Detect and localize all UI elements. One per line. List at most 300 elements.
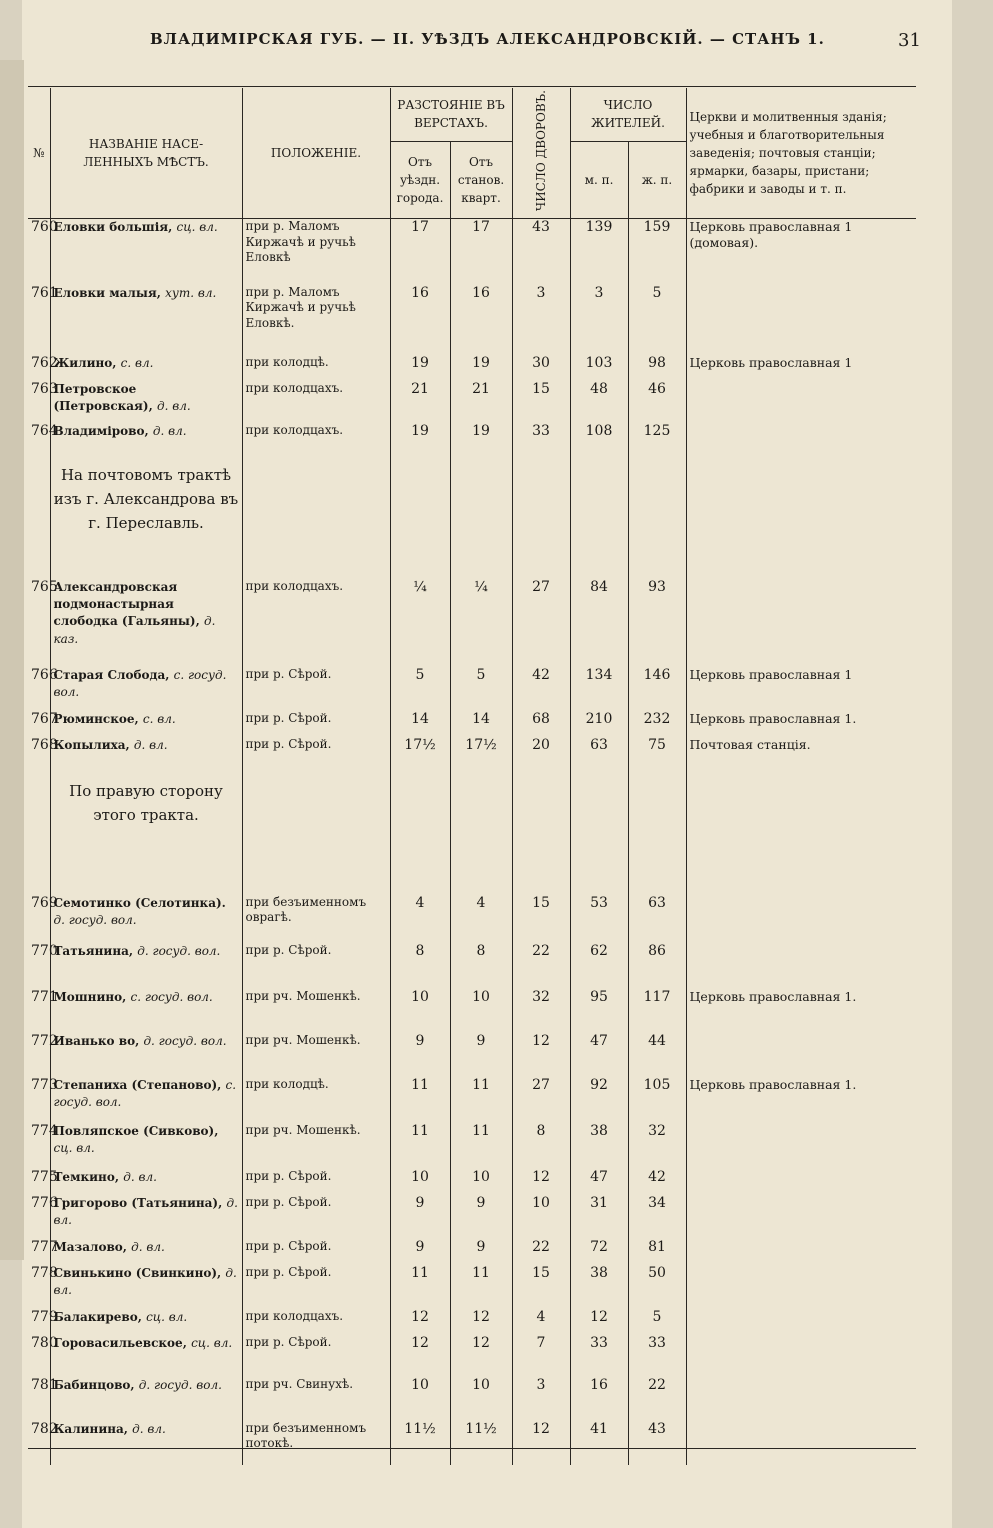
male-count: 16 bbox=[570, 1377, 628, 1421]
place-name-cell bbox=[50, 1335, 242, 1377]
place-name: Свинькино (Свинкино), bbox=[53, 1265, 222, 1280]
place-class: сц. вл. bbox=[53, 1140, 95, 1155]
place-class: д. вл. bbox=[53, 1265, 237, 1297]
institutions-note bbox=[686, 943, 916, 989]
place-name: Копылиха, bbox=[53, 737, 130, 752]
section-heading-row bbox=[28, 775, 916, 895]
col-population: ЧИСЛО ЖИТЕЛЕЙ. bbox=[570, 88, 686, 141]
institutions-note bbox=[686, 1309, 916, 1335]
running-header: ВЛАДИМІРСКАЯ ГУБ. — II. УѢЗДЪ АЛЕКСАНДРОВСКІЙ. — СТАНЪ 1. bbox=[150, 30, 825, 48]
male-count: 63 bbox=[570, 737, 628, 775]
row-number-empty bbox=[28, 459, 50, 579]
row-number: 760 bbox=[31, 219, 58, 236]
yards-count: 27 bbox=[512, 1077, 570, 1123]
yards-count: 12 bbox=[512, 1033, 570, 1077]
distance-camp: 14 bbox=[450, 711, 512, 737]
distance-town: 11 bbox=[390, 1123, 450, 1169]
place-name: Повляпское (Сивково), bbox=[53, 1123, 219, 1138]
col-female: ж. п. bbox=[628, 141, 686, 218]
distance-camp: 10 bbox=[450, 1169, 512, 1195]
place-class: с. вл. bbox=[142, 711, 176, 726]
row-number: 774 bbox=[31, 1122, 58, 1139]
institutions-note: Церковь православная 1. bbox=[686, 711, 916, 737]
facing-page-edge bbox=[0, 60, 24, 1260]
col-name: НАЗВАНІЕ НАСЕ- ЛЕННЫХЪ МѢСТЪ. bbox=[50, 88, 242, 219]
distance-camp: 11 bbox=[450, 1123, 512, 1169]
institutions-note bbox=[686, 381, 916, 423]
distance-camp: 16 bbox=[450, 285, 512, 355]
section-heading: На почтовомъ трактѣ изъ г. Александрова въ г. Переславль. bbox=[50, 459, 242, 579]
row-number: 769 bbox=[31, 894, 58, 911]
female-count: 63 bbox=[628, 895, 686, 943]
place-class: с. вл. bbox=[120, 355, 154, 370]
yards-count: 30 bbox=[512, 355, 570, 381]
place-class: д. госуд. вол. bbox=[138, 1377, 222, 1392]
distance-camp: 19 bbox=[450, 355, 512, 381]
institutions-note: Церковь православная 1. bbox=[686, 1077, 916, 1123]
table-row bbox=[28, 1077, 916, 1123]
institutions-note bbox=[686, 1169, 916, 1195]
place-class: сц. вл. bbox=[191, 1335, 233, 1350]
section-heading-row bbox=[28, 459, 916, 579]
male-count: 62 bbox=[570, 943, 628, 989]
table-row bbox=[28, 381, 916, 423]
distance-camp: 9 bbox=[450, 1195, 512, 1239]
distance-camp: 9 bbox=[450, 1239, 512, 1265]
place-class: сц. вл. bbox=[176, 220, 218, 235]
row-number: 768 bbox=[31, 736, 58, 753]
place-name: Мазалово, bbox=[53, 1239, 127, 1254]
place-position: при р. Сѣрой. bbox=[242, 667, 390, 711]
yards-count: 12 bbox=[512, 1169, 570, 1195]
distance-camp: 12 bbox=[450, 1335, 512, 1377]
col-dist-camp: Отъ станов. кварт. bbox=[450, 141, 512, 218]
row-number-empty bbox=[28, 775, 50, 895]
table-row bbox=[28, 423, 916, 459]
yards-count: 3 bbox=[512, 1377, 570, 1421]
place-position: при р. Сѣрой. bbox=[242, 1335, 390, 1377]
row-number: 766 bbox=[31, 666, 58, 683]
female-count: 125 bbox=[628, 423, 686, 459]
female-count: 44 bbox=[628, 1033, 686, 1077]
place-name-cell bbox=[50, 423, 242, 459]
col-yards-label: ЧИСЛО ДВОРОВЪ. bbox=[534, 90, 548, 212]
col-yards bbox=[512, 88, 570, 219]
male-count: 48 bbox=[570, 381, 628, 423]
place-name: Жилино, bbox=[53, 355, 117, 370]
male-count: 210 bbox=[570, 711, 628, 737]
place-position: при р. Сѣрой. bbox=[242, 943, 390, 989]
distance-camp: 17 bbox=[450, 219, 512, 285]
place-class: д. вл. bbox=[152, 423, 187, 438]
empty-cell-position bbox=[242, 459, 390, 579]
place-position: при колодцахъ. bbox=[242, 423, 390, 459]
male-count: 38 bbox=[570, 1265, 628, 1309]
place-position: при колодцахъ. bbox=[242, 381, 390, 423]
distance-town: 17 bbox=[390, 219, 450, 285]
place-name-cell bbox=[50, 737, 242, 775]
empty-cell-dist-camp bbox=[450, 459, 512, 579]
place-position: при р. Сѣрой. bbox=[242, 1195, 390, 1239]
table-row bbox=[28, 895, 916, 943]
section-heading: По правую сторону этого тракта. bbox=[50, 775, 242, 895]
col-male: м. п. bbox=[570, 141, 628, 218]
institutions-note: Церковь православная 1. bbox=[686, 989, 916, 1033]
table-row bbox=[28, 1265, 916, 1309]
table-bottom-rule bbox=[28, 1448, 916, 1449]
place-class: сц. вл. bbox=[146, 1309, 188, 1324]
place-name-cell bbox=[50, 381, 242, 423]
distance-town: 11 bbox=[390, 1077, 450, 1123]
yards-count: 20 bbox=[512, 737, 570, 775]
distance-camp: 21 bbox=[450, 381, 512, 423]
male-count: 12 bbox=[570, 1309, 628, 1335]
institutions-note bbox=[686, 1239, 916, 1265]
row-number: 773 bbox=[31, 1076, 58, 1093]
place-name: Григорово (Татьянина), bbox=[53, 1195, 223, 1210]
settlements-table bbox=[28, 88, 916, 1465]
distance-camp: 10 bbox=[450, 989, 512, 1033]
place-position: при рч. Мошенкѣ. bbox=[242, 1123, 390, 1169]
empty-cell-female bbox=[628, 459, 686, 579]
row-number: 777 bbox=[31, 1238, 58, 1255]
place-name: Еловки большія, bbox=[53, 220, 173, 235]
yards-count: 8 bbox=[512, 1123, 570, 1169]
male-count: 72 bbox=[570, 1239, 628, 1265]
row-number: 765 bbox=[31, 578, 58, 595]
yards-count: 27 bbox=[512, 579, 570, 667]
female-count: 159 bbox=[628, 219, 686, 285]
table-row bbox=[28, 1421, 916, 1465]
yards-count: 7 bbox=[512, 1335, 570, 1377]
place-position: при рч. Свинухѣ. bbox=[242, 1377, 390, 1421]
distance-town: 17½ bbox=[390, 737, 450, 775]
place-name-cell bbox=[50, 943, 242, 989]
female-count: 75 bbox=[628, 737, 686, 775]
place-position: при р. Сѣрой. bbox=[242, 737, 390, 775]
distance-town: 9 bbox=[390, 1239, 450, 1265]
place-name: Владимірово, bbox=[53, 423, 149, 438]
institutions-note: Почтовая станція. bbox=[686, 737, 916, 775]
col-number: № bbox=[28, 88, 50, 219]
female-count: 86 bbox=[628, 943, 686, 989]
table-row bbox=[28, 943, 916, 989]
table-row bbox=[28, 579, 916, 667]
place-name-cell bbox=[50, 1377, 242, 1421]
distance-town: 10 bbox=[390, 1377, 450, 1421]
place-class: д. госуд. вол. bbox=[143, 1033, 227, 1048]
institutions-note bbox=[686, 1123, 916, 1169]
female-count: 32 bbox=[628, 1123, 686, 1169]
yards-count: 22 bbox=[512, 1239, 570, 1265]
distance-town: 19 bbox=[390, 423, 450, 459]
place-class: д. вл. bbox=[156, 398, 191, 413]
distance-camp: 11 bbox=[450, 1265, 512, 1309]
table-body bbox=[28, 219, 916, 1465]
distance-camp: 5 bbox=[450, 667, 512, 711]
row-number: 775 bbox=[31, 1168, 58, 1185]
place-position: при колодцѣ. bbox=[242, 355, 390, 381]
institutions-note: Церковь православная 1 bbox=[686, 355, 916, 381]
male-count: 92 bbox=[570, 1077, 628, 1123]
row-number: 764 bbox=[31, 422, 58, 439]
empty-cell-notes bbox=[686, 775, 916, 895]
place-name-cell bbox=[50, 1421, 242, 1465]
male-count: 3 bbox=[570, 285, 628, 355]
distance-camp: 4 bbox=[450, 895, 512, 943]
male-count: 108 bbox=[570, 423, 628, 459]
distance-camp: 9 bbox=[450, 1033, 512, 1077]
distance-camp: 11½ bbox=[450, 1421, 512, 1465]
place-position: при р. Сѣрой. bbox=[242, 1169, 390, 1195]
female-count: 5 bbox=[628, 285, 686, 355]
empty-cell-dist-town bbox=[390, 775, 450, 895]
col-dist-town: Отъ уѣздн. города. bbox=[390, 141, 450, 218]
table-row bbox=[28, 219, 916, 285]
female-count: 33 bbox=[628, 1335, 686, 1377]
place-name-cell bbox=[50, 1239, 242, 1265]
yards-count: 22 bbox=[512, 943, 570, 989]
female-count: 93 bbox=[628, 579, 686, 667]
place-name: Старая Слобода, bbox=[53, 667, 170, 682]
table-row bbox=[28, 711, 916, 737]
empty-cell-dist-town bbox=[390, 459, 450, 579]
table-row bbox=[28, 1377, 916, 1421]
row-number: 776 bbox=[31, 1194, 58, 1211]
empty-cell-dist-camp bbox=[450, 775, 512, 895]
col-notes: Церкви и молитвенныя зданія; учебныя и благотворительныя заведенія; почтовыя станціи; ярмарки, базары, пристани; фабрики и заводы и т. п. bbox=[686, 88, 916, 219]
female-count: 46 bbox=[628, 381, 686, 423]
place-name: Татьянина, bbox=[53, 943, 134, 958]
distance-town: ¼ bbox=[390, 579, 450, 667]
male-count: 84 bbox=[570, 579, 628, 667]
distance-town: 21 bbox=[390, 381, 450, 423]
yards-count: 15 bbox=[512, 1265, 570, 1309]
row-number: 778 bbox=[31, 1264, 58, 1281]
place-name-cell bbox=[50, 989, 242, 1033]
place-name: Бабинцово, bbox=[53, 1377, 135, 1392]
place-position: при рч. Мошенкѣ. bbox=[242, 1033, 390, 1077]
table-row bbox=[28, 355, 916, 381]
place-position: при колодцѣ. bbox=[242, 1077, 390, 1123]
institutions-note bbox=[686, 579, 916, 667]
place-name: Петровское (Петровская), bbox=[53, 381, 153, 413]
institutions-note bbox=[686, 423, 916, 459]
yards-count: 3 bbox=[512, 285, 570, 355]
place-class: д. вл. bbox=[131, 1239, 165, 1254]
female-count: 98 bbox=[628, 355, 686, 381]
distance-town: 10 bbox=[390, 1169, 450, 1195]
place-name-cell bbox=[50, 1309, 242, 1335]
male-count: 53 bbox=[570, 895, 628, 943]
place-class: хут. вл. bbox=[165, 285, 217, 300]
place-class: д. вл. bbox=[53, 1195, 238, 1227]
place-name: Темкино, bbox=[53, 1169, 120, 1184]
distance-town: 9 bbox=[390, 1195, 450, 1239]
table-row bbox=[28, 1169, 916, 1195]
table-row bbox=[28, 1335, 916, 1377]
institutions-note bbox=[686, 1421, 916, 1465]
table-row bbox=[28, 989, 916, 1033]
male-count: 38 bbox=[570, 1123, 628, 1169]
empty-cell-yards bbox=[512, 459, 570, 579]
institutions-note bbox=[686, 1335, 916, 1377]
place-name-cell bbox=[50, 1195, 242, 1239]
male-count: 139 bbox=[570, 219, 628, 285]
col-distance: РАЗСТОЯНІЕ ВЪ ВЕРСТАХЪ. bbox=[390, 88, 512, 141]
col-position: ПОЛОЖЕНІЕ. bbox=[242, 88, 390, 219]
row-number: 761 bbox=[31, 284, 58, 301]
institutions-note bbox=[686, 895, 916, 943]
distance-town: 10 bbox=[390, 989, 450, 1033]
female-count: 117 bbox=[628, 989, 686, 1033]
place-name-cell bbox=[50, 579, 242, 667]
distance-town: 12 bbox=[390, 1335, 450, 1377]
distance-camp: 8 bbox=[450, 943, 512, 989]
yards-count: 15 bbox=[512, 381, 570, 423]
place-position: при р. Сѣрой. bbox=[242, 1239, 390, 1265]
place-name: Еловки малыя, bbox=[53, 285, 161, 300]
row-number: 770 bbox=[31, 942, 58, 959]
distance-town: 4 bbox=[390, 895, 450, 943]
institutions-note: Церковь православная 1 (домовая). bbox=[686, 219, 916, 285]
female-count: 42 bbox=[628, 1169, 686, 1195]
place-position: при рч. Мошенкѣ. bbox=[242, 989, 390, 1033]
distance-camp: 10 bbox=[450, 1377, 512, 1421]
yards-count: 32 bbox=[512, 989, 570, 1033]
female-count: 146 bbox=[628, 667, 686, 711]
row-number: 771 bbox=[31, 988, 58, 1005]
yards-count: 12 bbox=[512, 1421, 570, 1465]
place-name-cell bbox=[50, 1265, 242, 1309]
row-number: 780 bbox=[31, 1334, 58, 1351]
place-name: Калинина, bbox=[53, 1421, 128, 1436]
male-count: 33 bbox=[570, 1335, 628, 1377]
place-class: с. госуд. вол. bbox=[53, 667, 227, 699]
place-class: д. вл. bbox=[133, 737, 168, 752]
male-count: 95 bbox=[570, 989, 628, 1033]
place-position: при безъименномъ потокѣ. bbox=[242, 1421, 390, 1465]
place-position: при колодцахъ. bbox=[242, 1309, 390, 1335]
place-class: д. госуд. вол. bbox=[53, 912, 137, 927]
row-number: 762 bbox=[31, 354, 58, 371]
male-count: 47 bbox=[570, 1169, 628, 1195]
empty-cell-male bbox=[570, 775, 628, 895]
institutions-note bbox=[686, 1377, 916, 1421]
institutions-note bbox=[686, 1195, 916, 1239]
place-position: при колодцахъ. bbox=[242, 579, 390, 667]
place-name: Горовасильевское, bbox=[53, 1335, 187, 1350]
empty-cell-notes bbox=[686, 459, 916, 579]
place-position: при р. Сѣрой. bbox=[242, 711, 390, 737]
place-name-cell bbox=[50, 219, 242, 285]
female-count: 5 bbox=[628, 1309, 686, 1335]
place-name-cell bbox=[50, 667, 242, 711]
place-name-cell bbox=[50, 1077, 242, 1123]
place-name: Иванько во, bbox=[53, 1033, 140, 1048]
row-number: 781 bbox=[31, 1376, 58, 1393]
row-number: 779 bbox=[31, 1308, 58, 1325]
male-count: 103 bbox=[570, 355, 628, 381]
distance-camp: 12 bbox=[450, 1309, 512, 1335]
yards-count: 33 bbox=[512, 423, 570, 459]
place-name: Степаниха (Степаново), bbox=[53, 1077, 222, 1092]
table-top-rule bbox=[28, 86, 916, 87]
yards-count: 15 bbox=[512, 895, 570, 943]
place-name-cell bbox=[50, 355, 242, 381]
distance-camp: 19 bbox=[450, 423, 512, 459]
table-row bbox=[28, 1123, 916, 1169]
distance-town: 11 bbox=[390, 1265, 450, 1309]
table-row bbox=[28, 737, 916, 775]
male-count: 134 bbox=[570, 667, 628, 711]
distance-town: 11½ bbox=[390, 1421, 450, 1465]
yards-count: 43 bbox=[512, 219, 570, 285]
place-name-cell bbox=[50, 895, 242, 943]
yards-count: 68 bbox=[512, 711, 570, 737]
place-position: при р. Маломъ Киржачѣ и ручьѣ Еловкѣ bbox=[242, 219, 390, 285]
distance-camp: 11 bbox=[450, 1077, 512, 1123]
distance-town: 19 bbox=[390, 355, 450, 381]
empty-cell-position bbox=[242, 775, 390, 895]
row-number: 767 bbox=[31, 710, 58, 727]
institutions-note bbox=[686, 1265, 916, 1309]
place-position: при р. Сѣрой. bbox=[242, 1265, 390, 1309]
female-count: 43 bbox=[628, 1421, 686, 1465]
distance-camp: ¼ bbox=[450, 579, 512, 667]
female-count: 81 bbox=[628, 1239, 686, 1265]
female-count: 232 bbox=[628, 711, 686, 737]
place-class: с. госуд. вол. bbox=[130, 989, 213, 1004]
yards-count: 42 bbox=[512, 667, 570, 711]
table-row bbox=[28, 1239, 916, 1265]
place-name-cell bbox=[50, 1123, 242, 1169]
row-number: 763 bbox=[31, 380, 58, 397]
place-class: с. госуд. вол. bbox=[53, 1077, 237, 1109]
female-count: 22 bbox=[628, 1377, 686, 1421]
place-position: при р. Маломъ Киржачѣ и ручьѣ Еловкѣ. bbox=[242, 285, 390, 355]
male-count: 47 bbox=[570, 1033, 628, 1077]
table-row bbox=[28, 1033, 916, 1077]
place-name: Рюминское, bbox=[53, 711, 139, 726]
place-name: Балакирево, bbox=[53, 1309, 142, 1324]
row-number: 782 bbox=[31, 1420, 58, 1437]
empty-cell-yards bbox=[512, 775, 570, 895]
empty-cell-female bbox=[628, 775, 686, 895]
distance-town: 9 bbox=[390, 1033, 450, 1077]
place-class: д. вл. bbox=[132, 1421, 166, 1436]
distance-town: 14 bbox=[390, 711, 450, 737]
row-number: 772 bbox=[31, 1032, 58, 1049]
place-position: при безъименномъ оврагѣ. bbox=[242, 895, 390, 943]
institutions-note bbox=[686, 1033, 916, 1077]
place-name-cell bbox=[50, 1169, 242, 1195]
place-name-cell bbox=[50, 285, 242, 355]
place-name: Мошнино, bbox=[53, 989, 127, 1004]
distance-town: 16 bbox=[390, 285, 450, 355]
female-count: 105 bbox=[628, 1077, 686, 1123]
place-class: д. вл. bbox=[123, 1169, 157, 1184]
institutions-note: Церковь православная 1 bbox=[686, 667, 916, 711]
yards-count: 10 bbox=[512, 1195, 570, 1239]
table-row bbox=[28, 1309, 916, 1335]
page-number: 31 bbox=[898, 30, 921, 51]
yards-count: 4 bbox=[512, 1309, 570, 1335]
place-name-cell bbox=[50, 711, 242, 737]
male-count: 31 bbox=[570, 1195, 628, 1239]
table-row bbox=[28, 667, 916, 711]
place-name: Александровская подмонастырная слободка (Гальяны), bbox=[53, 579, 200, 629]
